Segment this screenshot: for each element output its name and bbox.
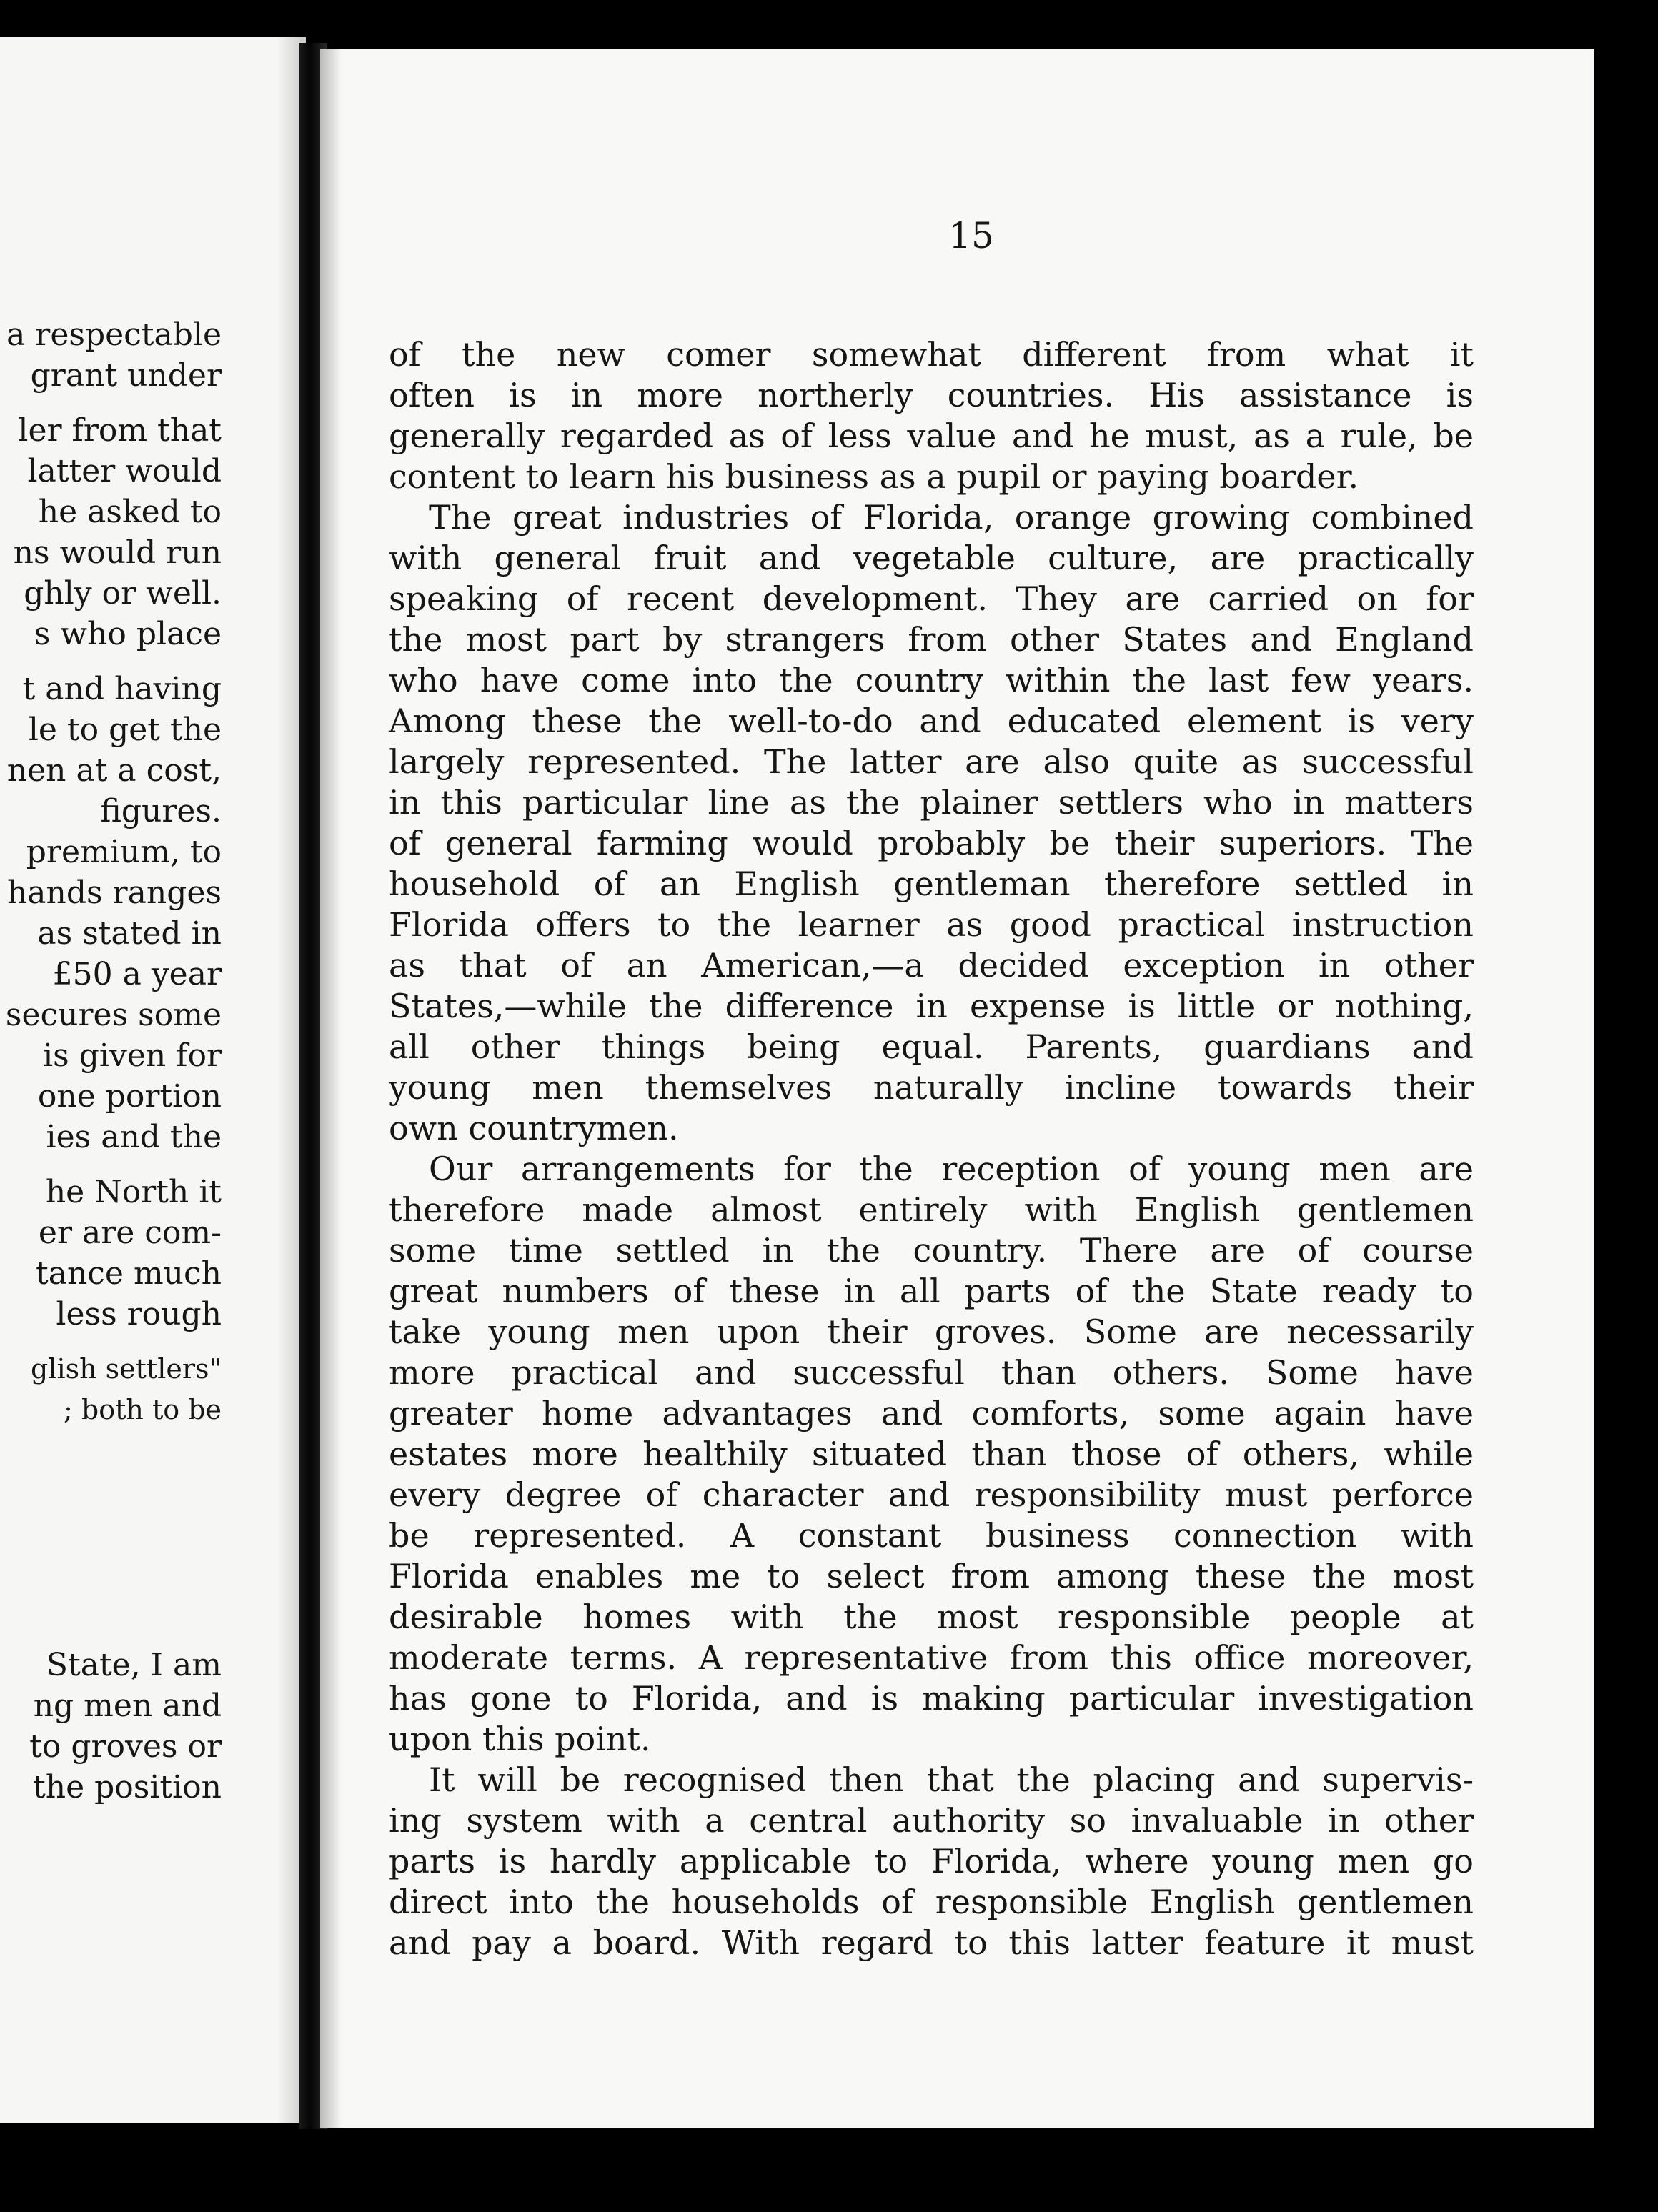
paragraph	[389, 334, 1474, 497]
left-page-line: is given for	[43, 1037, 222, 1074]
line-gap	[0, 1430, 222, 1645]
left-page-line: hands ranges	[6, 875, 222, 911]
text-line: every degree of character and responsibility must perforce	[389, 1475, 1474, 1514]
text-line: of the new comer somewhat different from what it	[389, 335, 1474, 374]
right-page-fold-shadow	[320, 49, 342, 2128]
text-line: great numbers of these in all parts of the State ready to	[389, 1272, 1474, 1310]
left-page-line: figures.	[100, 793, 222, 830]
text-line: Florida enables me to select from among these the most	[389, 1557, 1474, 1595]
left-page-line: one portion	[37, 1078, 222, 1115]
text-line: content to learn his business as a pupil or paying boarder.	[389, 457, 1359, 496]
text-line: upon this point.	[389, 1720, 651, 1758]
left-page-line: s who place	[34, 616, 222, 652]
left-page-line: ; both to be	[64, 1394, 222, 1425]
text-line: with general fruit and vegetable culture, are practically	[389, 539, 1474, 577]
left-page-line: he asked to	[38, 494, 222, 530]
left-page-line: ler from that	[18, 412, 222, 449]
paragraph	[389, 497, 1474, 1149]
left-page-line: le to get the	[28, 712, 222, 748]
text-line: Florida offers to the learner as good practical instruction	[389, 905, 1474, 944]
text-line: largely represented. The latter are also quite as successful	[389, 742, 1474, 781]
left-page-line: nen at a cost,	[6, 752, 222, 789]
text-line: It will be recognised then that the placing and supervis-	[429, 1760, 1474, 1799]
left-facing-page	[0, 37, 306, 2123]
text-line: household of an English gentleman therefore settled in	[389, 865, 1474, 903]
text-line: ing system with a central authority so invaluable in other	[389, 1801, 1474, 1840]
text-line: Among these the well-to-do and educated element is very	[389, 702, 1474, 740]
text-line: own countrymen.	[389, 1109, 679, 1147]
text-line: be represented. A constant business connection with	[389, 1516, 1474, 1555]
left-page-line: he North it	[45, 1174, 222, 1210]
left-page-line: er are com-	[38, 1215, 222, 1251]
left-page-line: secures some	[5, 997, 222, 1033]
text-line: direct into the households of responsible English gentlemen	[389, 1883, 1474, 1921]
left-page-text	[0, 314, 222, 1808]
left-page-line: ies and the	[46, 1119, 222, 1155]
left-page-line: £50 a year	[52, 956, 222, 992]
left-page-line: latter would	[27, 453, 222, 489]
line-gap	[0, 1157, 222, 1172]
text-line: and pay a board. With regard to this latter feature it must	[389, 1923, 1474, 1962]
page-body-text	[389, 334, 1474, 1963]
left-page-line: ng men and	[33, 1688, 222, 1724]
line-gap	[0, 396, 222, 410]
text-line: of general farming would probably be their superiors. The	[389, 824, 1474, 862]
text-line: young men themselves naturally incline towards their	[389, 1068, 1474, 1107]
text-line: often is in more northerly countries. His assistance is	[389, 376, 1474, 414]
left-page-line: a respectable	[6, 317, 222, 353]
left-page-line: ns would run	[13, 534, 222, 571]
left-page-line: premium, to	[26, 834, 222, 870]
text-line: all other things being equal. Parents, guardians and	[389, 1027, 1474, 1066]
text-line: speaking of recent development. They are carried on for	[389, 579, 1474, 618]
text-line: some time settled in the country. There are of course	[389, 1231, 1474, 1270]
text-line: greater home advantages and comforts, some again have	[389, 1394, 1474, 1433]
left-page-line: ghly or well.	[24, 575, 222, 612]
text-line: take young men upon their groves. Some are necessarily	[389, 1312, 1474, 1351]
text-line: therefore made almost entirely with English gentlemen	[389, 1190, 1474, 1229]
paragraph	[389, 1149, 1474, 1760]
text-line: desirable homes with the most responsible people at	[389, 1598, 1474, 1636]
text-line: in this particular line as the plainer settlers who in matters	[389, 783, 1474, 822]
left-page-line: State, I am	[46, 1647, 222, 1683]
left-page-line: t and having	[22, 671, 222, 707]
text-line: moderate terms. A representative from this office moreover,	[389, 1638, 1474, 1677]
text-line: estates more healthily situated than those of others, while	[389, 1435, 1474, 1473]
left-page-line: less rough	[56, 1296, 222, 1332]
left-page-line: tance much	[36, 1255, 222, 1292]
left-page-line: to groves or	[29, 1728, 222, 1765]
left-page-line: glish settlers"	[30, 1353, 222, 1385]
page-number: 15	[948, 215, 994, 256]
text-line: Our arrangements for the reception of young men are	[429, 1150, 1474, 1188]
right-page	[320, 49, 1594, 2128]
text-line: as that of an American,—a decided exception in other	[389, 946, 1474, 985]
text-line: parts is hardly applicable to Florida, where young men go	[389, 1842, 1474, 1880]
text-line: has gone to Florida, and is making particular investigation	[389, 1679, 1474, 1718]
line-gap	[0, 654, 222, 669]
text-line: The great industries of Florida, orange growing combined	[429, 498, 1474, 537]
text-line: the most part by strangers from other States and England	[389, 620, 1474, 659]
left-page-line: as stated in	[37, 915, 222, 952]
paragraph	[389, 1760, 1474, 1963]
text-line: who have come into the country within the last few years.	[389, 661, 1474, 699]
left-page-line: the position	[33, 1769, 222, 1805]
line-gap	[0, 1335, 222, 1349]
text-line: generally regarded as of less value and he must, as a rule, be	[389, 417, 1474, 455]
text-line: more practical and successful than others. Some have	[389, 1353, 1474, 1392]
text-line: States,—while the difference in expense is little or nothing,	[389, 987, 1474, 1025]
left-page-line: grant under	[30, 357, 222, 394]
